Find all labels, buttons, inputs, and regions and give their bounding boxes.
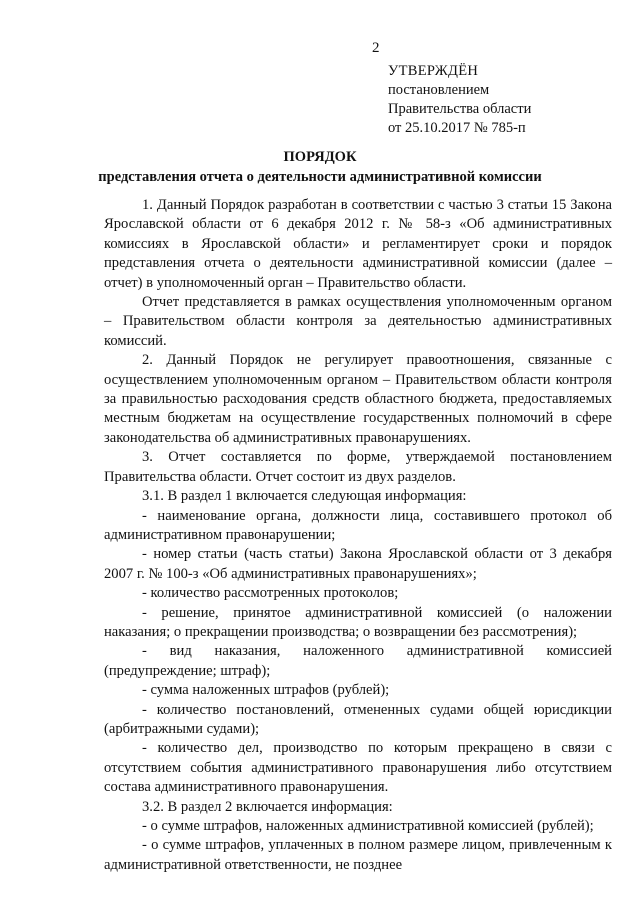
approval-line: постановлением (388, 82, 490, 98)
approval-date-number: от 25.10.2017 № 785-п (388, 120, 526, 136)
page-number: 2 (372, 40, 380, 56)
document-body (104, 196, 612, 875)
approval-title: УТВЕРЖДЁН (388, 63, 479, 79)
list-item: - количество рассмотренных протоколов; (142, 585, 399, 602)
list-item: - наименование органа, должности лица, составившего протокол об административном правонарушении; (104, 507, 612, 543)
list-item: - о сумме штрафов, наложенных административной комиссией (рублей); (142, 818, 594, 834)
list-item: - решение, принятое административной комиссией (о наложении наказания; о прекращении производства; о возвращении без рассмотрения); (104, 604, 612, 640)
paragraph: 3.1. В раздел 1 включается следующая информация: (142, 488, 467, 505)
approval-stamp (388, 62, 531, 138)
paragraph: 1. Данный Порядок разработан в соответствии с частью 3 статьи 15 Закона Ярославской области от 6 декабря 2012 г. № 58-з «Об административных комиссиях в Ярославской области» и регламентирует сроки и порядок представления отчета о деятельности административной комиссии (далее – отчет) в уполномоченный орган – Правительство области. (104, 197, 612, 291)
list-item: - вид наказания, наложенного административной комиссией (предупреждение; штраф); (104, 643, 612, 679)
approval-line: Правительства области (388, 101, 532, 117)
paragraph: Отчет представляется в рамках осуществления уполномоченным органом – Правительством области контроля за деятельностью административных комиссий. (104, 294, 612, 349)
paragraph: 3.2. В раздел 2 включается информация: (142, 798, 393, 815)
document-heading (0, 147, 640, 187)
list-item: - количество дел, производство по которым прекращено в связи с отсутствием события административного правонарушения либо отсутствием состава административного правонарушения. (104, 740, 612, 796)
list-item: - номер статьи (часть статьи) Закона Ярославской области от 3 декабря 2007 г. № 100-з «Об административных правонарушениях»; (104, 546, 612, 582)
paragraph: 2. Данный Порядок не регулирует правоотношения, связанные с осуществлением уполномоченным органом – Правительством области контроля за правильностью расходования средств областного бюджета, предоставляемых местным бюджетам на осуществление государственных полномочий в сфере законодательства об административных правонарушениях. (104, 352, 612, 446)
list-item: - о сумме штрафов, уплаченных в полном размере лицом, привлеченным к административной ответственности, не позднее (104, 837, 612, 873)
document-title: ПОРЯДОК (283, 149, 357, 165)
paragraph: 3. Отчет составляется по форме, утверждаемой постановлением Правительства области. Отчет состоит из двух разделов. (104, 449, 612, 485)
list-item: - сумма наложенных штрафов (рублей); (142, 682, 390, 699)
list-item: - количество постановлений, отмененных судами общей юрисдикции (арбитражными судами); (104, 701, 612, 737)
document-subtitle: представления отчета о деятельности административной комиссии (98, 169, 542, 185)
